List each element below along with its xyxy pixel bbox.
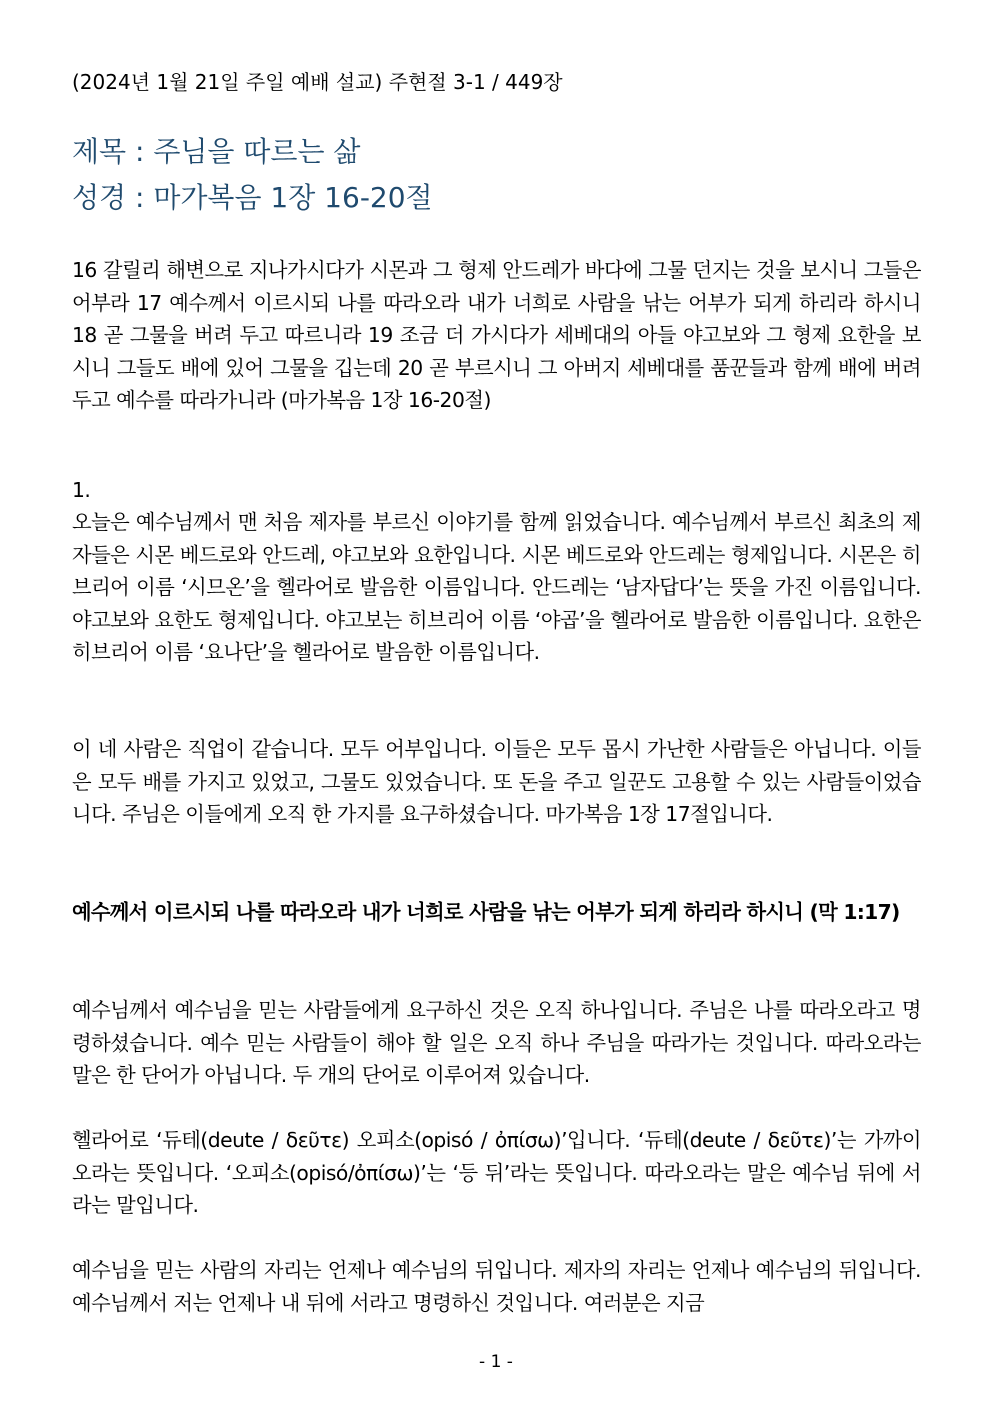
body-paragraph: 헬라어로 ‘듀테(deute / δεῦτε) 오피소(opisó / ὀπίσω)’입니다. ‘듀테(deute / δεῦτε)’는 가까이 오라는 뜻입니다. ‘오피소(opisó/ὀπίσω)’는 ‘등 뒤’라는 뜻입니다. 따라오라는 말은 예수님 뒤에 서라는 말입니다. xyxy=(72,1128,921,1218)
body-paragraph: 예수님께서 예수님을 믿는 사람들에게 요구하신 것은 오직 하나입니다. 주님은 나를 따라오라고 명령하셨습니다. 예수 믿는 사람들이 해야 할 일은 오직 하나 주님을 따라가는 것입니다. 따라오라는 말은 한 단어가 아닙니다. 두 개의 단어로 이루어져 있습니다. xyxy=(72,998,921,1088)
sermon-title: 제목 : 주님을 따르는 삶 xyxy=(72,135,361,168)
quoted-verse: 예수께서 이르시되 나를 따라오라 내가 너희로 사람을 낚는 어부가 되게 하리라 하시니 (막 1:17) xyxy=(72,900,900,924)
page-number: - 1 - xyxy=(479,1352,513,1372)
section-number: 1. xyxy=(72,478,91,502)
scripture-reference: 성경 : 마가복음 1장 16-20절 xyxy=(72,181,433,214)
body-paragraph: 이 네 사람은 직업이 같습니다. 모두 어부입니다. 이들은 모두 몹시 가난한 사람들은 아닙니다. 이들은 모두 배를 가지고 있었고, 그물도 있었습니다. 또 돈을 주고 일꾼도 고용할 수 있는 사람들이었습니다. 주님은 이들에게 오직 한 가지를 요구하셨습니다. 마가복음 1장 17절입니다. xyxy=(72,737,921,827)
scripture-passage: 16 갈릴리 해변으로 지나가시다가 시몬과 그 형제 안드레가 바다에 그물 던지는 것을 보시니 그들은 어부라 17 예수께서 이르시되 나를 따라오라 내가 너희로 사람을 낚는 어부가 되게 하리라 하시니 18 곧 그물을 버려 두고 따르니라 19 조금 더 가시다가 세베대의 아들 야고보와 그 형제 요한을 보시니 그들도 배에 있어 그물을 깁는데 20 곧 부르시니 그 아버지 세베대를 품꾼들과 함께 배에 버려 두고 예수를 따라가니라 (마가복음 1장 16-20절) xyxy=(72,258,921,413)
body-paragraph: 오늘은 예수님께서 맨 처음 제자를 부르신 이야기를 함께 읽었습니다. 예수님께서 부르신 최초의 제자들은 시몬 베드로와 안드레, 야고보와 요한입니다. 시몬 베드로와 안드레는 형제입니다. 시몬은 히브리어 이름 ‘시므온’을 헬라어로 발음한 이름입니다. 안드레는 ‘남자답다’는 뜻을 가진 이름입니다. 야고보와 요한도 형제입니다. 야고보는 히브리어 이름 ‘야곱’을 헬라어로 발음한 이름입니다. 요한은 히브리어 이름 ‘요나단’을 헬라어로 발음한 이름입니다. xyxy=(72,510,921,665)
body-paragraph: 예수님을 믿는 사람의 자리는 언제나 예수님의 뒤입니다. 제자의 자리는 언제나 예수님의 뒤입니다. 예수님께서 저는 언제나 내 뒤에 서라고 명령하신 것입니다. 여러분은 지금 xyxy=(72,1258,921,1315)
sermon-header: (2024년 1월 21일 주일 예배 설교) 주현절 3-1 / 449장 xyxy=(72,70,563,94)
